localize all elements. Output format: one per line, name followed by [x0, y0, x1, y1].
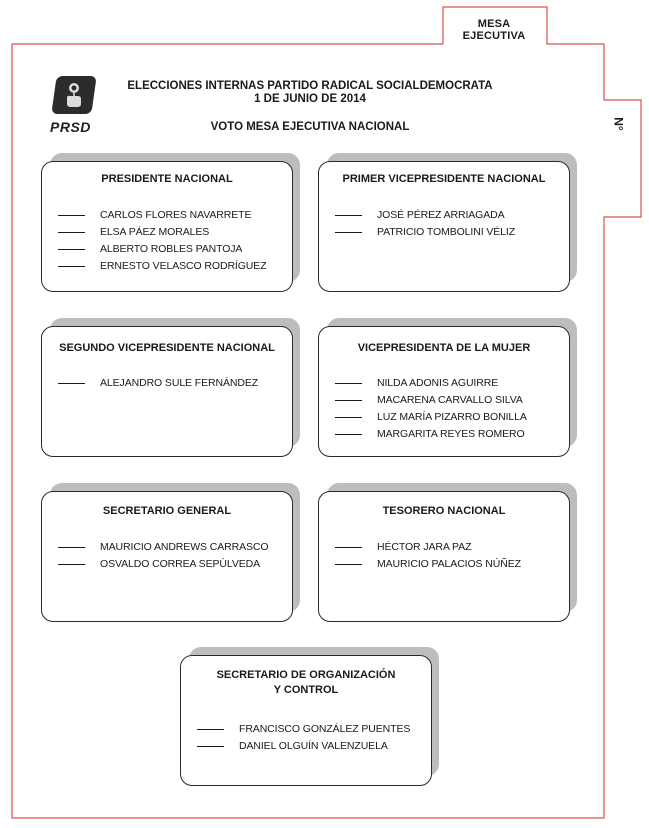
election-header	[110, 80, 510, 106]
vote-line[interactable]	[58, 249, 85, 250]
office-title: SECRETARIO GENERAL	[102, 505, 232, 517]
candidate-option[interactable]: LUZ MARÍA PIZARRO BONILLA	[335, 411, 527, 423]
prsd-logo	[50, 76, 100, 136]
vote-line[interactable]	[335, 564, 362, 565]
office-card-vicepresidenta-mujer	[318, 326, 570, 457]
vote-line[interactable]	[58, 383, 85, 384]
office-title: VICEPRESIDENTA DE LA MUJER	[357, 342, 531, 354]
office-title	[181, 668, 431, 698]
rose-hand-icon	[64, 82, 84, 108]
office-title: SEGUNDO VICEPRESIDENTE NACIONAL	[59, 342, 275, 354]
vote-line[interactable]	[58, 215, 85, 216]
vote-line[interactable]	[335, 400, 362, 401]
office-card-tesorero	[318, 491, 570, 622]
vote-line[interactable]	[58, 266, 85, 267]
office-card-segundo-vicepresidente	[41, 326, 293, 457]
vote-line[interactable]	[58, 547, 85, 548]
candidate-option[interactable]: MAURICIO PALACIOS NÚÑEZ	[335, 558, 521, 570]
vote-line[interactable]	[335, 547, 362, 548]
candidate-option[interactable]: CARLOS FLORES NAVARRETE	[58, 209, 251, 221]
candidate-option[interactable]: ELSA PÁEZ MORALES	[58, 226, 209, 238]
logo-text: PRSD	[50, 119, 91, 135]
candidate-option[interactable]: MAURICIO ANDREWS CARRASCO	[58, 541, 268, 553]
candidate-option[interactable]: NILDA ADONIS AGUIRRE	[335, 377, 498, 389]
office-card-secretario-general	[41, 491, 293, 622]
vote-line[interactable]	[58, 232, 85, 233]
candidate-option[interactable]: MACARENA CARVALLO SILVA	[335, 394, 523, 406]
office-title: PRIMER VICEPRESIDENTE NACIONAL	[342, 173, 546, 185]
office-title-line1: SECRETARIO DE ORGANIZACIÓN	[216, 669, 396, 681]
candidate-option[interactable]: PATRICIO TOMBOLINI VÉLIZ	[335, 226, 515, 238]
candidate-option[interactable]: MARGARITA REYES ROMERO	[335, 428, 525, 440]
number-label: N°	[611, 117, 626, 131]
candidate-option[interactable]: ALEJANDRO SULE FERNÁNDEZ	[58, 377, 258, 389]
vote-line[interactable]	[335, 383, 362, 384]
candidate-option[interactable]: DANIEL OLGUÍN VALENZUELA	[197, 740, 388, 752]
vote-line[interactable]	[335, 232, 362, 233]
ballot-subtitle: VOTO MESA EJECUTIVA NACIONAL	[210, 121, 410, 133]
header-line1: ELECCIONES INTERNAS PARTIDO RADICAL SOCIALDEMOCRATA	[127, 80, 493, 92]
candidate-option[interactable]: OSVALDO CORREA SEPÚLVEDA	[58, 558, 260, 570]
vote-line[interactable]	[335, 215, 362, 216]
candidate-option[interactable]: ALBERTO ROBLES PANTOJA	[58, 243, 242, 255]
candidate-option[interactable]: HÉCTOR JARA PAZ	[335, 541, 471, 553]
office-title-line2: Y CONTROL	[273, 684, 339, 696]
candidate-option[interactable]: ERNESTO VELASCO RODRÍGUEZ	[58, 260, 267, 272]
office-title: TESORERO NACIONAL	[382, 505, 506, 517]
candidate-option[interactable]: FRANCISCO GONZÁLEZ PUENTES	[197, 723, 410, 735]
office-card-presidente	[41, 161, 293, 292]
vote-line[interactable]	[58, 564, 85, 565]
office-card-primer-vicepresidente	[318, 161, 570, 292]
mesa-ejecutiva-tab: MESA EJECUTIVA	[462, 18, 526, 42]
office-title: PRESIDENTE NACIONAL	[101, 173, 233, 185]
office-card-secretario-organizacion	[180, 655, 432, 786]
vote-line[interactable]	[197, 746, 224, 747]
vote-line[interactable]	[335, 434, 362, 435]
candidate-option[interactable]: JOSÉ PÉREZ ARRIAGADA	[335, 209, 505, 221]
header-line2: 1 DE JUNIO DE 2014	[254, 93, 366, 105]
vote-line[interactable]	[335, 417, 362, 418]
vote-line[interactable]	[197, 729, 224, 730]
